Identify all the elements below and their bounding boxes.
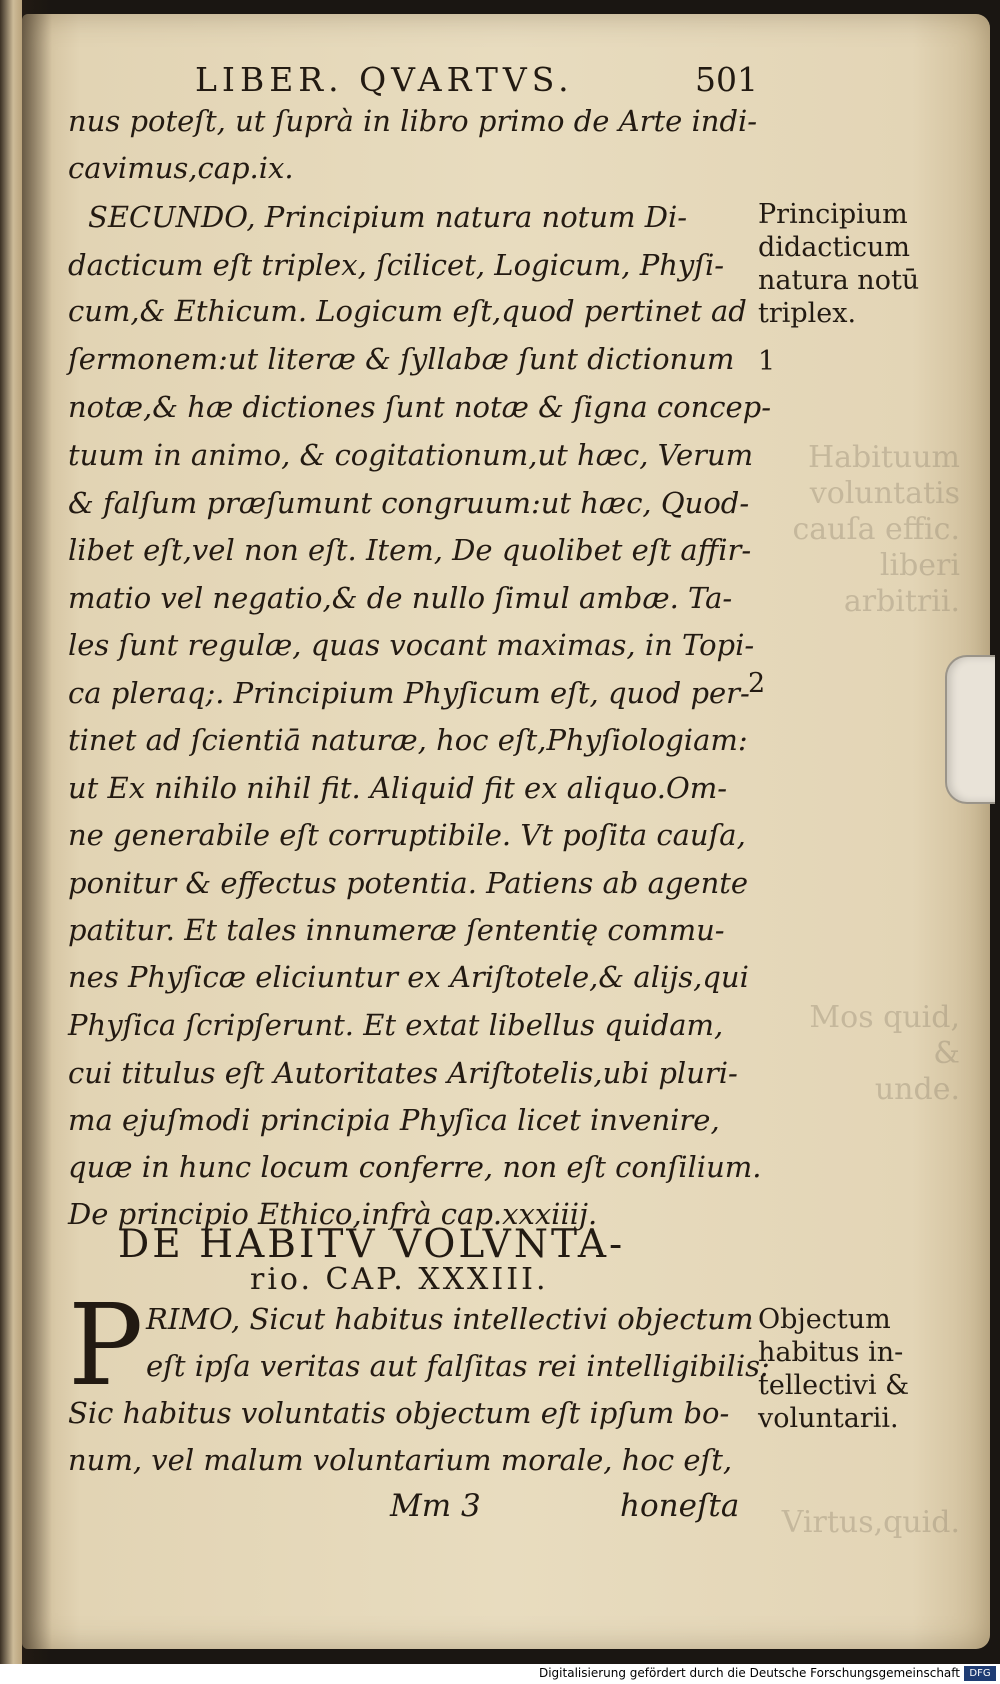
text-line: notæ,& hæ dictiones ſunt notæ & ſigna concep- bbox=[68, 390, 772, 424]
text-line: Sic habitus voluntatis objectum eſt ipſum bo- bbox=[68, 1396, 730, 1430]
running-head: LIBER. QVARTVS. bbox=[195, 60, 574, 99]
text-line: ſermonem:ut literæ & ſyllabæ ſunt dictionum bbox=[68, 342, 735, 376]
book-edge bbox=[0, 0, 22, 1684]
text-line: Phyſica ſcripſerunt. Et extat libellus quidam, bbox=[68, 1008, 724, 1042]
text-line: num, vel malum voluntarium morale, hoc eſt, bbox=[68, 1443, 733, 1477]
text-line: cum,& Ethicum. Logicum eſt,quod pertinet ad bbox=[68, 294, 747, 328]
text-line: nus poteſt, ut ſuprà in libro primo de Arte indi- bbox=[68, 104, 758, 138]
text-line: ma ejuſmodi principia Phyſica licet invenire, bbox=[68, 1103, 720, 1137]
text-line: & falſum præſumunt congruum:ut hæc, Quod- bbox=[68, 486, 750, 520]
footer-credit: Digitalisierung gefördert durch die Deutsche Forschungsgemeinschaft bbox=[538, 1666, 960, 1680]
folio-number: 501 bbox=[695, 60, 758, 99]
text-line: cui titulus eſt Autoritates Ariſtotelis,ubi pluri- bbox=[68, 1056, 738, 1090]
chapter-heading: DE HABITV VOLVNTA- bbox=[118, 1222, 626, 1267]
text-line: ne generabile eſt corruptibile. Vt poſita cauſa, bbox=[68, 818, 746, 852]
text-line: dacticum eſt triplex, ſcilicet, Logicum, Phyſi- bbox=[68, 248, 725, 282]
show-through-3: Virtus,quid. bbox=[781, 1505, 960, 1540]
gutter-shadow bbox=[22, 0, 52, 1684]
text-line: ca pleraq;. Principium Phyſicum eſt, quod per- bbox=[68, 676, 750, 710]
text-line: De principio Ethico,infrà cap.xxxiiij. bbox=[68, 1197, 598, 1231]
show-through-2: Mos quid, & unde. bbox=[809, 1000, 960, 1107]
text-line: nes Phyſicæ eliciuntur ex Ariſtotele,& alijs,qui bbox=[68, 960, 749, 994]
text-line: matio vel negatio,& de nullo ſimul ambæ. Ta- bbox=[68, 581, 733, 615]
marginal-number-2: 2 bbox=[748, 668, 766, 699]
text-line: ponitur & effectus potentia. Patiens ab agente bbox=[68, 866, 749, 900]
drop-cap: P bbox=[68, 1281, 144, 1411]
text-line: patitur. Et tales innumeræ ſententię commu- bbox=[68, 913, 725, 947]
page-clip bbox=[945, 655, 995, 804]
signature-mark: Mm 3 bbox=[390, 1488, 481, 1524]
marginal-note-objectum: Objectum habitus in- tellectivi & voluntarii. bbox=[758, 1304, 910, 1434]
dfg-logo: DFG bbox=[964, 1666, 996, 1681]
show-through-1: Habituum voluntatis cauſa effic. liberi arbitrii. bbox=[792, 440, 960, 619]
marginal-number-1: 1 bbox=[758, 346, 776, 377]
text-line: RIMO, Sicut habitus intellectivi objectum bbox=[146, 1302, 754, 1336]
text-line: les ſunt regulæ, quas vocant maximas, in Topi- bbox=[68, 628, 755, 662]
chapter-number: rio. CAP. XXXIII. bbox=[250, 1262, 549, 1297]
text-line: tuum in animo, & cogitationum,ut hæc, Verum bbox=[68, 438, 754, 472]
catchword: honeſta bbox=[620, 1488, 740, 1524]
text-line: quæ in hunc locum conferre, non eſt conſilium. bbox=[68, 1150, 762, 1184]
marginal-note-principium: Principium didacticum natura notū triplex. bbox=[758, 199, 920, 329]
text-line: eſt ipſa veritas aut falſitas rei intelligibilis: bbox=[146, 1349, 770, 1383]
text-line: tinet ad ſcientiā naturæ, hoc eſt,Phyſiologiam: bbox=[68, 723, 748, 757]
text-line: cavimus,cap.ix. bbox=[68, 151, 294, 185]
text-line: SECUNDO, Principium natura notum Di- bbox=[88, 200, 688, 234]
digitization-footer bbox=[0, 1664, 1000, 1684]
text-line: libet eſt,vel non eſt. Item, De quolibet eſt affir- bbox=[68, 533, 752, 567]
text-line: ut Ex nihilo nihil fit. Aliquid fit ex aliquo.Om- bbox=[68, 771, 728, 805]
